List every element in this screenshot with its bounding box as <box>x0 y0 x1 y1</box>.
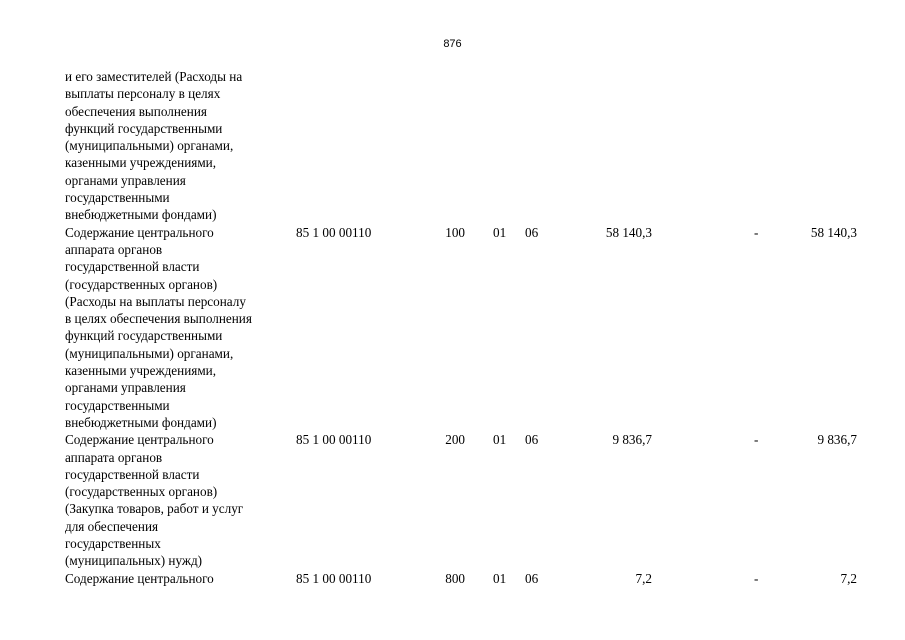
total: 9 836,7 <box>817 432 857 448</box>
description-line: аппарата органов <box>65 449 163 465</box>
description-line: государственными <box>65 397 170 413</box>
total: 58 140,3 <box>810 224 857 240</box>
description-line: Содержание центрального <box>65 432 214 448</box>
table-row <box>65 224 865 432</box>
amount: 9 836,7 <box>612 432 652 448</box>
description-line: государственными <box>65 190 170 206</box>
subsection: 06 <box>525 432 539 448</box>
amount: 58 140,3 <box>605 224 652 240</box>
row-description <box>65 224 287 432</box>
description-line: (Расходы на выплаты персоналу <box>65 293 246 309</box>
description-line: в целях обеспечения выполнения <box>65 311 252 327</box>
target-code: 85 1 00 00110 <box>296 570 372 586</box>
change: - <box>754 224 759 240</box>
description-line: функций государственными <box>65 328 223 344</box>
description-line: (государственных органов) <box>65 484 218 500</box>
budget-table <box>65 68 865 587</box>
target-code: 85 1 00 00110 <box>296 224 372 240</box>
description-line: Содержание центрального <box>65 224 214 240</box>
row-description <box>65 68 287 224</box>
table-row <box>65 431 865 569</box>
row-description <box>65 431 287 569</box>
description-line: выплаты персоналу в целях <box>65 86 221 102</box>
description-line: государственной власти <box>65 466 200 482</box>
expense-type: 800 <box>445 570 465 586</box>
description-line: внебюджетными фондами) <box>65 414 217 430</box>
description-line: для обеспечения <box>65 518 159 534</box>
subsection: 06 <box>525 224 539 240</box>
description-line: внебюджетными фондами) <box>65 207 217 223</box>
amount: 7,2 <box>635 570 652 586</box>
total: 7,2 <box>840 570 857 586</box>
description-line: Содержание центрального <box>65 570 214 586</box>
description-line: (муниципальными) органами, <box>65 345 234 361</box>
description-line: (Закупка товаров, работ и услуг <box>65 501 244 517</box>
change: - <box>754 432 759 448</box>
description-line: функций государственными <box>65 120 223 136</box>
target-code: 85 1 00 00110 <box>296 432 372 448</box>
description-line: (муниципальных) нужд) <box>65 553 203 569</box>
description-line: государственных <box>65 536 161 552</box>
page-number: 876 <box>443 38 462 50</box>
description-line: (муниципальными) органами, <box>65 138 234 154</box>
description-line: (государственных органов) <box>65 276 218 292</box>
expense-type: 100 <box>445 224 465 240</box>
change: - <box>754 570 759 586</box>
description-line: аппарата органов <box>65 241 163 257</box>
description-line: казенными учреждениями, <box>65 155 217 171</box>
row-description <box>65 570 287 587</box>
expense-type: 200 <box>445 432 465 448</box>
section: 01 <box>493 432 507 448</box>
description-line: казенными учреждениями, <box>65 363 217 379</box>
table-row <box>65 570 865 587</box>
table-row <box>65 68 865 224</box>
description-line: обеспечения выполнения <box>65 103 207 119</box>
description-line: органами управления <box>65 172 186 188</box>
section: 01 <box>493 224 507 240</box>
section: 01 <box>493 570 507 586</box>
description-line: государственной власти <box>65 259 200 275</box>
subsection: 06 <box>525 570 539 586</box>
description-line: органами управления <box>65 380 186 396</box>
description-line: и его заместителей (Расходы на <box>65 69 243 84</box>
